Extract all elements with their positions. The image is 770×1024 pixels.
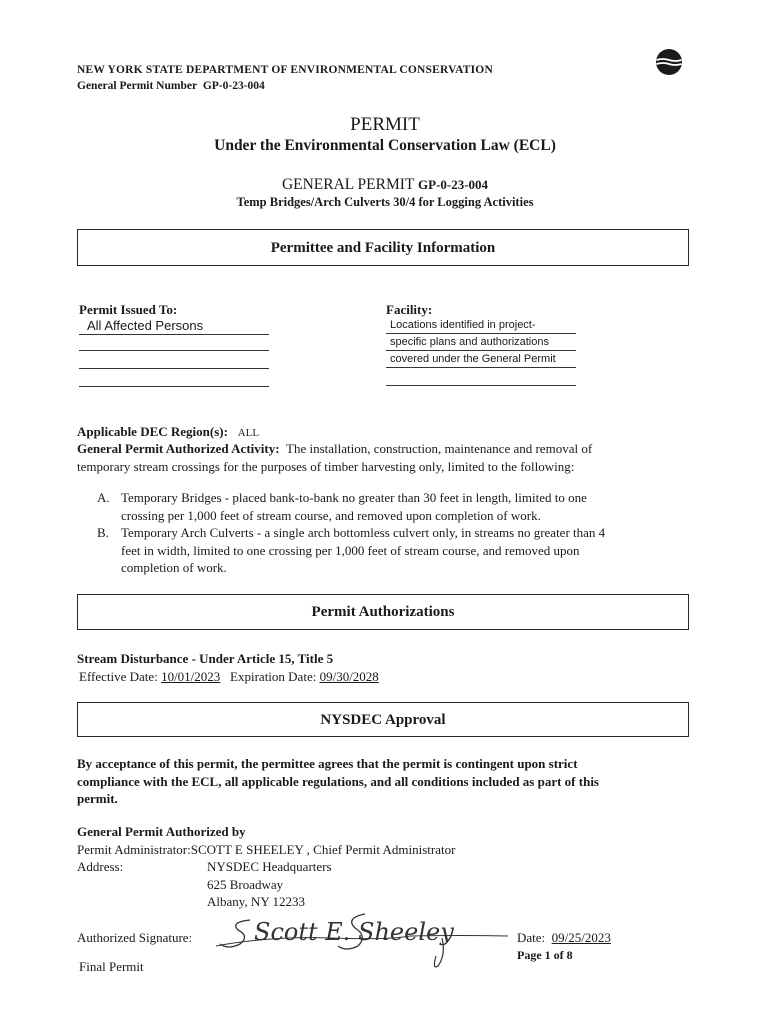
permittee-value: All Affected Persons (79, 318, 269, 335)
page-number: Page 1 of 8 (517, 948, 573, 962)
permit-status: Final Permit (79, 959, 144, 974)
dec-logo-icon (655, 48, 683, 76)
list-marker: A. (97, 490, 110, 505)
activity-line-2: temporary stream crossings for the purposes of timber harvesting only, limited to the following: (77, 458, 575, 474)
administrator-label: Permit Administrator: (77, 842, 191, 857)
gp-number-label: General Permit Number (77, 80, 198, 92)
authorized-by-heading: General Permit Authorized by (77, 824, 246, 839)
signature-image (210, 900, 510, 970)
facility-line: covered under the General Permit (386, 352, 576, 368)
list-item-text (121, 489, 587, 524)
approval-statement (77, 755, 692, 808)
address-line: NYSDEC Headquarters (207, 859, 332, 874)
activity-line-1 (77, 440, 687, 458)
effective-date: 10/01/2023 (161, 669, 221, 684)
gp-number-value: GP-0-23-004 (202, 80, 265, 92)
section-header-facility-info: Permittee and Facility Information (77, 229, 689, 266)
general-permit-number-line (77, 80, 265, 92)
approval-line: permit. (77, 791, 118, 806)
expiration-date: 09/30/2028 (319, 669, 379, 684)
gp-heading-number: GP-0-23-004 (418, 177, 489, 192)
authorization-title: Stream Disturbance - Under Article 15, Title 5 (77, 651, 334, 666)
signature-icon (210, 900, 510, 970)
signature-label: Authorized Signature: (77, 930, 193, 945)
effective-date-label: Effective Date: (79, 669, 158, 684)
list-item-line: Temporary Bridges - placed bank-to-bank no greater than 30 feet in length, limited to one (121, 490, 587, 505)
region-value: ALL (237, 427, 260, 439)
general-permit-description: Temp Bridges/Arch Culverts 30/4 for Logging Activities (236, 195, 534, 209)
facility-label: Facility: (386, 302, 433, 317)
general-permit-heading (0, 176, 770, 194)
list-item (97, 489, 677, 524)
list-item-line: completion of work. (121, 560, 227, 575)
list-item-line: crossing per 1,000 feet of stream course, and removed upon completion of work. (121, 507, 541, 523)
activity-list (97, 489, 677, 577)
administrator-line (77, 841, 455, 859)
activity-label: General Permit Authorized Activity: (77, 441, 280, 456)
list-item (97, 524, 677, 577)
address-line: 625 Broadway (207, 876, 284, 892)
section-header-authorizations: Permit Authorizations (77, 594, 689, 630)
list-item-line: Temporary Arch Culverts - a single arch bottomless culvert only, in streams no greater than 4 (121, 525, 606, 540)
section-header-approval: NYSDEC Approval (77, 702, 689, 737)
blank-line (79, 350, 269, 351)
activity-text: The installation, construction, maintenance and removal of (286, 441, 593, 456)
address-line: Albany, NY 12233 (207, 894, 305, 909)
signature-text: Scott E. Sheeley (254, 918, 454, 946)
blank-line (79, 386, 269, 387)
list-item-text (121, 524, 605, 577)
signature-date (517, 929, 611, 947)
activity-paragraph (77, 440, 687, 475)
list-item-line: feet in width, limited to one crossing per 1,000 feet of stream course, and removed upon (121, 542, 580, 558)
agency-name: NEW YORK STATE DEPARTMENT OF ENVIRONMENTAL CONSERVATION (77, 64, 493, 76)
facility-line: specific plans and authorizations (386, 335, 576, 351)
blank-line (79, 368, 269, 369)
signature-date-label: Date: (517, 930, 546, 945)
permit-title: PERMIT (350, 114, 420, 135)
approval-line: By acceptance of this permit, the permittee agrees that the permit is contingent upon strict (77, 756, 578, 771)
list-marker: B. (97, 525, 109, 540)
signature-date-value: 09/25/2023 (551, 930, 611, 945)
facility-line: Locations identified in project- (386, 318, 576, 334)
blank-line (386, 385, 576, 386)
region-label: Applicable DEC Region(s): (77, 424, 228, 439)
approval-line: compliance with the ECL, all applicable regulations, and all conditions included as part of this (77, 773, 599, 789)
expiration-date-label: Expiration Date: (230, 669, 317, 684)
gp-heading-prefix: GENERAL PERMIT (281, 176, 415, 193)
address-label: Address: (77, 859, 124, 874)
permit-subtitle: Under the Environmental Conservation Law (ECL) (214, 137, 556, 154)
permittee-label: Permit Issued To: (79, 302, 178, 317)
administrator-value: SCOTT E SHEELEY , Chief Permit Administrator (190, 842, 456, 857)
authorization-dates (79, 668, 379, 686)
